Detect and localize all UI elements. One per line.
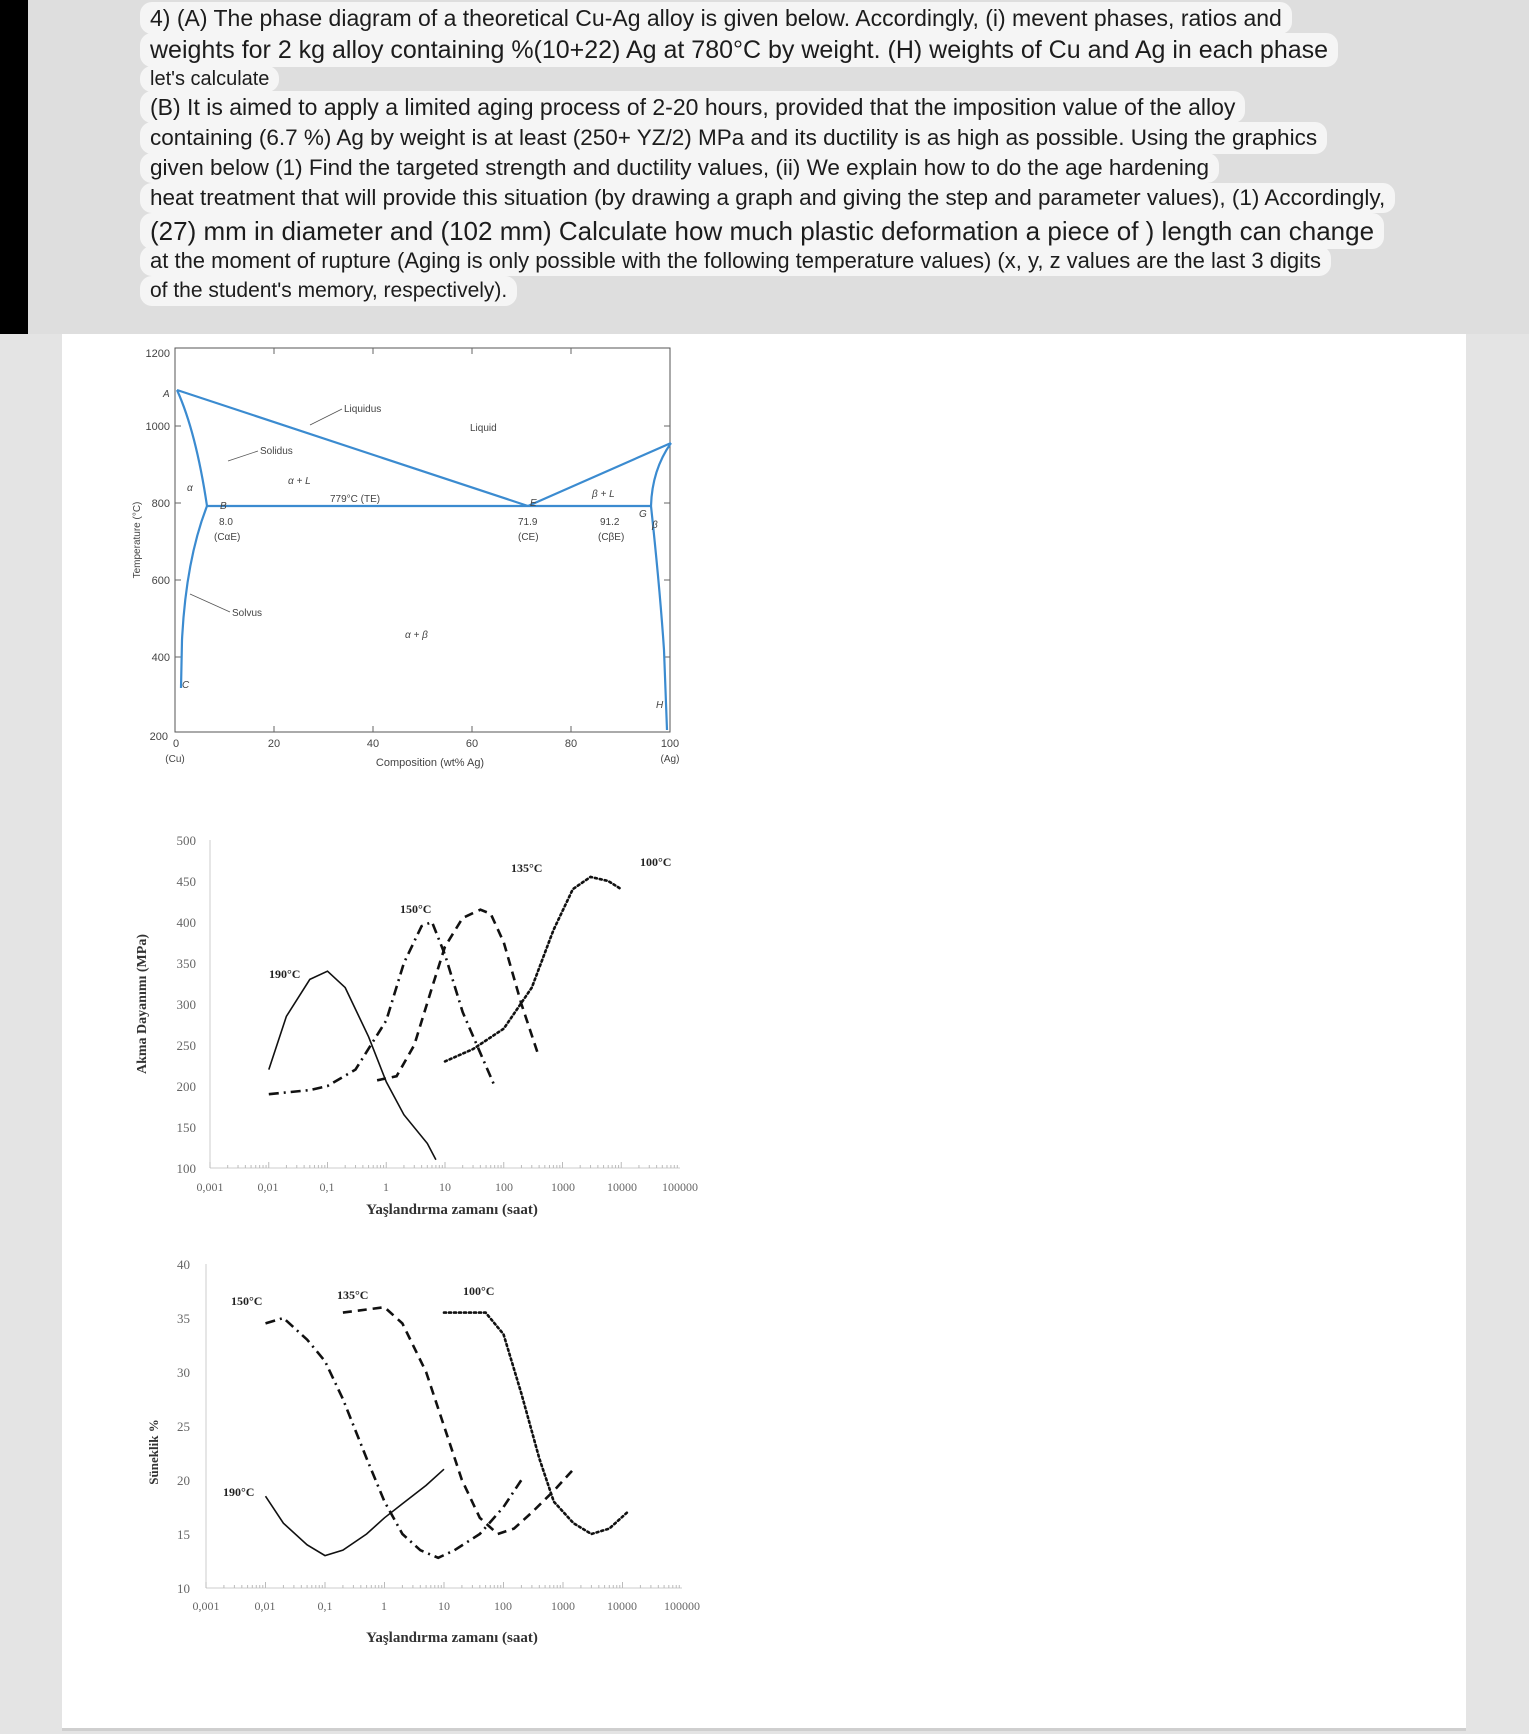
chart2-ytick-30: 30	[177, 1365, 190, 1380]
question-line-9: at the moment of rupture (Aging is only possible with the following temperature values) (x, y, z values are the last 3 digits	[140, 246, 1331, 276]
label-c-alpha-sub: (CαE)	[214, 532, 241, 543]
chart1-label-150c: 150°C	[400, 902, 432, 916]
pd-ytick-1200: 1200	[145, 348, 170, 360]
label-g: G	[639, 509, 647, 520]
pd-xtick-80: 80	[564, 738, 578, 750]
chart1-xtick-5: 100	[495, 1180, 513, 1194]
label-solidus: Solidus	[260, 446, 293, 457]
question-line-7: heat treatment that will provide this situation (by drawing a graph and giving the step and parameter values), (1) Accordingly,	[140, 183, 1395, 213]
pd-ytick-600: 600	[151, 575, 170, 587]
label-liquid: Liquid	[470, 423, 497, 434]
label-a: A	[163, 389, 170, 400]
label-h: H	[656, 700, 664, 711]
question-line-3: let's calculate	[140, 66, 279, 92]
chart1-ytick-450: 450	[176, 874, 196, 889]
yield-strength-chart	[110, 820, 730, 1230]
chart1-label-135c: 135°C	[511, 861, 543, 875]
solidus-right	[651, 443, 671, 506]
screen-edge	[0, 0, 28, 334]
chart2-xtick-4: 10	[438, 1599, 450, 1613]
label-b: B	[220, 501, 227, 512]
chart2-xtick-2: 0,1	[317, 1599, 333, 1613]
chart2-ytick-40: 40	[177, 1257, 190, 1272]
chart2-label-150c: 150°C	[231, 1294, 263, 1308]
label-eutectic: 779°C (TE)	[330, 494, 381, 505]
chart1-xlabel: Yaşlandırma zamanı (saat)	[366, 1202, 538, 1218]
label-beta-l: β + L	[592, 489, 615, 500]
solvus-left	[181, 506, 207, 688]
chart2-xtick-1: 0,01	[254, 1599, 276, 1613]
chart2-ylabel: Süneklik %	[146, 1419, 161, 1485]
label-c-beta: 91.2	[600, 517, 620, 528]
label-c-e-sub: (CE)	[518, 532, 539, 543]
pd-ytick-1000: 1000	[145, 421, 170, 433]
chart1-ytick-400: 400	[176, 915, 196, 930]
pd-ytick-200: 200	[149, 731, 168, 743]
chart2-label-135c: 135°C	[337, 1288, 369, 1302]
chart1-xtick-8: 100000	[662, 1180, 698, 1194]
phase-diagram-labels	[162, 389, 664, 711]
label-c-alpha: 8.0	[219, 517, 233, 528]
chart1-ytick-300: 300	[176, 997, 196, 1012]
chart2-series-0-line	[266, 1469, 445, 1555]
ductility-chart	[110, 1250, 730, 1660]
label-leaders	[190, 409, 342, 612]
label-alpha-beta: α + β	[405, 630, 428, 641]
chart2-series-2-line	[343, 1307, 574, 1534]
chart2-ytick-35: 35	[177, 1311, 190, 1326]
pd-xtick-100: 100	[660, 738, 680, 750]
chart1-series-0-line	[269, 971, 436, 1160]
label-alpha-l: α + L	[288, 476, 311, 487]
pd-ytick-800: 800	[151, 498, 170, 510]
chart1-xtick-4: 10	[439, 1180, 451, 1194]
label-c-beta-sub: (CβE)	[598, 532, 625, 543]
chart2-ytick-20: 20	[177, 1473, 190, 1488]
chart1-ylabel: Akma Dayanımı (MPa)	[135, 934, 150, 1074]
label-alpha: α	[187, 483, 193, 494]
chart2-label-100c: 100°C	[463, 1284, 495, 1298]
chart1-xtick-2: 0,1	[319, 1180, 335, 1194]
phase-boundaries	[177, 390, 671, 730]
chart2-ytick-25: 25	[177, 1419, 190, 1434]
phase-diagram-frame	[175, 348, 670, 732]
label-e: E	[530, 498, 537, 509]
question-line-10: of the student's memory, respectively).	[140, 276, 517, 306]
phase-diagram	[110, 334, 710, 794]
pd-ytick-400: 400	[151, 652, 170, 664]
label-c-e: 71.9	[518, 517, 538, 528]
question-line-5: containing (6.7 %) Ag by weight is at least (250+ YZ/2) MPa and its ductility is as high as possible. Using the graphics	[140, 122, 1327, 154]
chart1-ytick-250: 250	[176, 1038, 196, 1053]
question-line-8: (27) mm in diameter and (102 mm) Calculate how much plastic deformation a piece of ) length can change	[140, 213, 1384, 249]
solvus-right	[651, 506, 667, 730]
chart2-xtick-0: 0,001	[192, 1599, 220, 1613]
chart1-xtick-3: 1	[383, 1180, 389, 1194]
pd-x-sub-ag: (Ag)	[660, 754, 680, 765]
chart2-xtick-6: 1000	[551, 1599, 575, 1613]
pd-xtick-40: 40	[366, 738, 380, 750]
chart1-label-100c: 100°C	[640, 855, 672, 869]
chart1-ytick-200: 200	[176, 1079, 196, 1094]
label-solvus: Solvus	[232, 608, 263, 619]
chart2-xtick-3: 1	[381, 1599, 387, 1613]
pd-xtick-0: 0	[172, 738, 180, 750]
chart1-ytick-150: 150	[176, 1120, 196, 1135]
chart2-xtick-8: 100000	[664, 1599, 700, 1613]
question-line-1: 4) (A) The phase diagram of a theoretical Cu-Ag alloy is given below. Accordingly, (i) mevent phases, ratios and	[140, 2, 1292, 34]
chart1-xtick-7: 10000	[607, 1180, 637, 1194]
chart2-xtick-5: 100	[494, 1599, 512, 1613]
pd-xtick-60: 60	[465, 738, 479, 750]
chart1-ytick-500: 500	[176, 833, 196, 848]
chart1-label-190c: 190°C	[269, 967, 301, 981]
label-beta: β	[652, 520, 658, 531]
phase-diagram-ticks	[175, 348, 670, 732]
chart1-ytick-350: 350	[176, 956, 196, 971]
question-line-6: given below (1) Find the targeted strength and ductility values, (ii) We explain how to do the age hardening	[140, 153, 1219, 183]
chart2-xtick-7: 10000	[607, 1599, 637, 1613]
chart2-series-1-line	[266, 1318, 522, 1558]
page-bottom-rule	[62, 1728, 1466, 1731]
chart2-label-190c: 190°C	[223, 1485, 255, 1499]
label-c: C	[182, 680, 190, 691]
question-line-4: (B) It is aimed to apply a limited aging process of 2-20 hours, provided that the imposition value of the alloy	[140, 91, 1245, 123]
pd-ylabel: Temperature (°C)	[132, 501, 143, 579]
pd-x-sub-cu: (Cu)	[165, 754, 185, 765]
label-liquidus: Liquidus	[344, 404, 382, 415]
chart1-xtick-0: 0,001	[196, 1180, 224, 1194]
question-line-2: weights for 2 kg alloy containing %(10+22) Ag at 780°C by weight. (H) weights of Cu and Ag in each phase	[140, 33, 1338, 67]
pd-xtick-20: 20	[267, 738, 281, 750]
chart1-xtick-6: 1000	[551, 1180, 575, 1194]
chart2-ytick-10: 10	[177, 1581, 190, 1596]
chart2-xlabel: Yaşlandırma zamanı (saat)	[366, 1630, 538, 1646]
chart1-xtick-1: 0,01	[257, 1180, 279, 1194]
pd-xlabel: Composition (wt% Ag)	[375, 757, 485, 769]
chart1-ytick-100: 100	[176, 1161, 196, 1176]
chart2-ytick-15: 15	[177, 1527, 190, 1542]
